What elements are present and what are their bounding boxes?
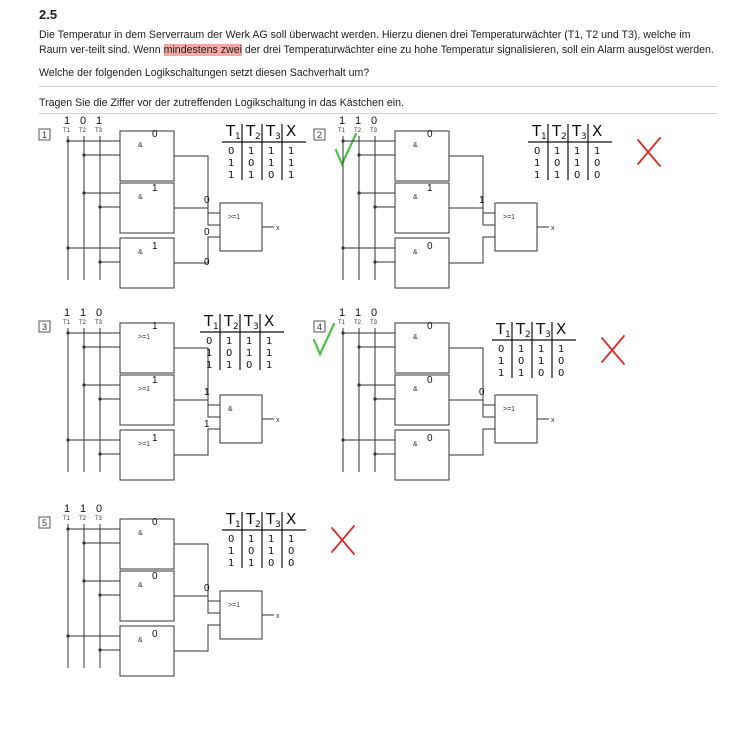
task-instruction: Tragen Sie die Ziffer vor der zutreffenden Logikschaltung in das Kästchen ein. — [39, 97, 404, 109]
logic-gate — [395, 430, 449, 480]
handwritten-input-value: 1 — [339, 307, 346, 319]
cross-mark-icon — [638, 138, 660, 166]
table-header-index: 1 — [235, 520, 241, 530]
handwritten-wire-value: 1 — [204, 387, 210, 398]
gate-label: & — [138, 249, 143, 256]
cross-mark-icon — [602, 336, 624, 364]
output-label: x — [551, 225, 555, 232]
logic-gate — [120, 323, 174, 373]
table-header-index: 3 — [275, 132, 281, 142]
table-header-index: 1 — [235, 132, 241, 142]
input-label-t3: T3 — [95, 516, 103, 522]
table-cell: 1 — [248, 170, 255, 181]
table-header: T — [266, 122, 276, 140]
table-header: T — [496, 320, 506, 338]
table-cell: 1 — [518, 368, 525, 379]
highlighted-phrase: mindestens zwei — [163, 44, 242, 56]
table-cell: 1 — [534, 170, 541, 181]
table-cell: 1 — [246, 336, 253, 347]
table-cell: 0 — [534, 146, 541, 157]
logic-gate — [395, 183, 449, 233]
table-cell: 1 — [574, 158, 581, 169]
input-label-t2: T2 — [79, 516, 87, 522]
table-header-index: 2 — [255, 132, 261, 142]
table-cell: 0 — [594, 158, 601, 169]
table-cell: 1 — [266, 336, 273, 347]
junction-dot — [357, 383, 360, 386]
table-cell: 0 — [246, 360, 253, 371]
truth-table-4 — [492, 318, 642, 388]
junction-dot — [341, 438, 344, 441]
circuit-number: 3 — [42, 322, 48, 332]
gate-label: & — [413, 441, 418, 448]
handwritten-wire-value: 0 — [204, 227, 210, 238]
table-header-index: 3 — [581, 132, 587, 142]
input-label-t1: T1 — [63, 516, 71, 522]
handwritten-input-value: 1 — [64, 115, 71, 127]
input-label-t2: T2 — [79, 128, 87, 134]
gate-label: & — [413, 249, 418, 256]
logic-gate — [120, 626, 174, 676]
junction-dot — [82, 153, 85, 156]
final-gate — [220, 395, 262, 443]
logic-gate — [120, 183, 174, 233]
junction-dot — [98, 452, 101, 455]
gate-output-wire — [174, 237, 220, 263]
table-cell: 1 — [228, 158, 235, 169]
table-header: T — [244, 312, 254, 330]
junction-dot — [357, 153, 360, 156]
handwritten-wire-value: 1 — [152, 241, 158, 252]
junction-dot — [98, 397, 101, 400]
handwritten-wire-value: 0 — [204, 257, 210, 268]
table-header-index: 3 — [545, 330, 551, 340]
table-header-index: 3 — [275, 520, 281, 530]
table-header: T — [536, 320, 546, 338]
gate-label: & — [413, 334, 418, 341]
final-gate-label: >=1 — [503, 406, 516, 413]
table-cell: 1 — [268, 158, 275, 169]
table-cell: 1 — [288, 146, 295, 157]
logic-gate — [120, 238, 174, 288]
table-cell: 0 — [538, 368, 545, 379]
gate-output-wire — [449, 208, 495, 225]
truth-table-5 — [222, 508, 372, 578]
junction-dot — [373, 260, 376, 263]
table-header: X — [264, 312, 275, 330]
handwritten-wire-value: 0 — [152, 129, 158, 140]
table-cell: 1 — [226, 360, 233, 371]
junction-dot — [66, 634, 69, 637]
logic-gate — [395, 323, 449, 373]
gate-output-wire — [449, 156, 495, 213]
handwritten-wire-value: 1 — [152, 375, 158, 386]
gate-output-wire — [174, 625, 220, 651]
junction-dot — [373, 452, 376, 455]
handwritten-wire-value: 1 — [152, 321, 158, 332]
task-question: Welche der folgenden Logikschaltungen setzt diesen Sachverhalt um? — [39, 67, 370, 79]
table-cell: 1 — [288, 534, 295, 545]
table-cell: 1 — [268, 546, 275, 557]
circuit-number: 2 — [317, 130, 323, 140]
handwritten-wire-value: 0 — [427, 129, 433, 140]
handwritten-wire-value: 0 — [427, 241, 433, 252]
junction-dot — [66, 246, 69, 249]
gate-label: & — [138, 582, 143, 589]
table-header-index: 2 — [561, 132, 567, 142]
table-cell: 1 — [538, 356, 545, 367]
handwritten-wire-value: 0 — [152, 629, 158, 640]
table-cell: 1 — [246, 348, 253, 359]
gate-label: & — [138, 142, 143, 149]
logic-gate — [120, 571, 174, 621]
table-header-index: 1 — [541, 132, 547, 142]
final-gate-label: & — [228, 406, 233, 413]
gate-output-wire — [449, 237, 495, 263]
handwritten-wire-value: 0 — [204, 583, 210, 594]
table-cell: 1 — [228, 546, 235, 557]
junction-dot — [341, 139, 344, 142]
gate-label: >=1 — [138, 334, 151, 341]
table-cell: 0 — [558, 356, 565, 367]
gate-label: & — [413, 142, 418, 149]
gate-output-wire — [449, 400, 495, 417]
table-header: X — [592, 122, 603, 140]
final-gate-label: >=1 — [503, 214, 516, 221]
logic-gate — [395, 131, 449, 181]
junction-dot — [341, 331, 344, 334]
output-label: x — [276, 225, 280, 232]
table-cell: 1 — [268, 146, 275, 157]
table-cell: 0 — [228, 146, 235, 157]
table-cell: 0 — [558, 368, 565, 379]
table-cell: 1 — [206, 348, 213, 359]
table-cell: 0 — [268, 558, 275, 569]
gate-label: & — [138, 194, 143, 201]
handwritten-input-value: 1 — [355, 307, 362, 319]
table-header: T — [516, 320, 526, 338]
gate-output-wire — [174, 156, 220, 213]
handwritten-input-value: 1 — [80, 307, 87, 319]
table-cell: 1 — [558, 344, 565, 355]
handwritten-wire-value: 1 — [152, 433, 158, 444]
truth-table-2 — [528, 120, 678, 190]
handwritten-input-value: 1 — [80, 503, 87, 515]
table-cell: 1 — [554, 170, 561, 181]
input-label-t1: T1 — [63, 128, 71, 134]
table-header-index: 1 — [213, 322, 219, 332]
junction-dot — [98, 648, 101, 651]
handwritten-wire-value: 1 — [427, 183, 433, 194]
input-label-t3: T3 — [95, 128, 103, 134]
table-cell: 0 — [228, 534, 235, 545]
junction-dot — [98, 260, 101, 263]
table-header: T — [226, 122, 236, 140]
output-label: x — [551, 417, 555, 424]
table-cell: 0 — [248, 158, 255, 169]
junction-dot — [98, 205, 101, 208]
table-cell: 1 — [248, 146, 255, 157]
table-header: T — [246, 122, 256, 140]
table-cell: 0 — [594, 170, 601, 181]
handwritten-wire-value: 1 — [152, 183, 158, 194]
handwritten-input-value: 0 — [371, 115, 378, 127]
table-cell: 1 — [594, 146, 601, 157]
table-cell: 1 — [248, 558, 255, 569]
table-cell: 0 — [498, 344, 505, 355]
junction-dot — [357, 191, 360, 194]
gate-label: & — [138, 530, 143, 537]
table-cell: 1 — [554, 146, 561, 157]
junction-dot — [82, 541, 85, 544]
junction-dot — [82, 579, 85, 582]
table-header: T — [572, 122, 582, 140]
table-cell: 0 — [518, 356, 525, 367]
junction-dot — [82, 383, 85, 386]
gate-label: >=1 — [138, 441, 151, 448]
handwritten-input-value: 0 — [80, 115, 87, 127]
table-header-index: 3 — [253, 322, 259, 332]
table-header: X — [556, 320, 567, 338]
table-header: T — [226, 510, 236, 528]
table-cell: 0 — [248, 546, 255, 557]
gate-label: & — [413, 386, 418, 393]
table-cell: 0 — [206, 336, 213, 347]
table-cell: 1 — [268, 534, 275, 545]
circuit-number: 1 — [42, 130, 48, 140]
table-cell: 0 — [574, 170, 581, 181]
final-gate — [220, 591, 262, 639]
gate-label: >=1 — [138, 386, 151, 393]
junction-dot — [66, 438, 69, 441]
table-header: T — [204, 312, 214, 330]
table-cell: 0 — [288, 558, 295, 569]
input-label-t2: T2 — [79, 320, 87, 326]
handwritten-input-value: 0 — [371, 307, 378, 319]
junction-dot — [82, 191, 85, 194]
output-label: x — [276, 613, 280, 620]
junction-dot — [66, 527, 69, 530]
gate-output-wire — [174, 429, 220, 455]
junction-dot — [66, 139, 69, 142]
handwritten-wire-value: 1 — [204, 419, 210, 430]
table-cell: 1 — [248, 534, 255, 545]
junction-dot — [66, 331, 69, 334]
handwritten-input-value: 1 — [355, 115, 362, 127]
task-number: 2.5 — [39, 7, 58, 22]
logic-gate — [120, 430, 174, 480]
table-header-index: 2 — [255, 520, 261, 530]
table-header-index: 2 — [233, 322, 239, 332]
final-gate — [495, 395, 537, 443]
junction-dot — [82, 345, 85, 348]
intro-text-end: der drei Temperaturwächter eine zu hohe Temperatur signalisieren, soll ein Alarm ausgelöst werden. — [241, 44, 714, 56]
table-cell: 1 — [498, 368, 505, 379]
table-cell: 1 — [288, 158, 295, 169]
table-header-index: 1 — [505, 330, 511, 340]
input-label-t3: T3 — [370, 128, 378, 134]
final-gate-label: >=1 — [228, 602, 241, 609]
table-cell: 1 — [288, 170, 295, 181]
input-label-t3: T3 — [370, 320, 378, 326]
handwritten-wire-value: 0 — [479, 387, 485, 398]
table-cell: 1 — [266, 348, 273, 359]
logic-circuit-2 — [313, 115, 563, 300]
table-cell: 1 — [574, 146, 581, 157]
table-cell: 1 — [266, 360, 273, 371]
table-header: T — [246, 510, 256, 528]
output-label: x — [276, 417, 280, 424]
table-cell: 1 — [228, 170, 235, 181]
divider-line — [39, 113, 717, 114]
gate-output-wire — [449, 348, 495, 405]
table-header: X — [286, 510, 297, 528]
junction-dot — [373, 397, 376, 400]
task-intro — [39, 28, 719, 58]
handwritten-wire-value: 0 — [427, 321, 433, 332]
handwritten-wire-value: 0 — [427, 375, 433, 386]
handwritten-input-value: 0 — [96, 503, 103, 515]
gate-label: & — [138, 637, 143, 644]
junction-dot — [373, 205, 376, 208]
logic-gate — [395, 375, 449, 425]
gate-output-wire — [449, 429, 495, 455]
table-header: T — [266, 510, 276, 528]
handwritten-input-value: 1 — [339, 115, 346, 127]
table-header: X — [286, 122, 297, 140]
table-header: T — [532, 122, 542, 140]
handwritten-wire-value: 1 — [479, 195, 485, 206]
logic-gate — [120, 131, 174, 181]
table-header-index: 2 — [525, 330, 531, 340]
circuit-number: 4 — [317, 322, 323, 332]
table-header: T — [552, 122, 562, 140]
junction-dot — [341, 246, 344, 249]
table-cell: 0 — [268, 170, 275, 181]
intro-text-start: Die Temperatur in dem Serverraum der Werk AG soll überwacht werden. Hierzu dienen drei Temperaturwächter (T1, T2 und T3), welche im Raum ver-teilt sind. Wenn — [39, 29, 691, 56]
gate-output-wire — [174, 544, 220, 601]
handwritten-input-value: 1 — [64, 307, 71, 319]
table-cell: 1 — [538, 344, 545, 355]
input-label-t1: T1 — [338, 128, 346, 134]
final-gate — [495, 203, 537, 251]
circuit-number: 5 — [42, 518, 48, 528]
gate-output-wire — [174, 596, 220, 613]
input-label-t3: T3 — [95, 320, 103, 326]
final-gate-label: >=1 — [228, 214, 241, 221]
input-label-t1: T1 — [63, 320, 71, 326]
table-cell: 1 — [518, 344, 525, 355]
gate-output-wire — [174, 208, 220, 225]
logic-gate — [395, 238, 449, 288]
input-label-t1: T1 — [338, 320, 346, 326]
table-cell: 1 — [206, 360, 213, 371]
junction-dot — [357, 345, 360, 348]
input-label-t2: T2 — [354, 128, 362, 134]
handwritten-input-value: 0 — [96, 307, 103, 319]
table-cell: 1 — [498, 356, 505, 367]
table-cell: 0 — [226, 348, 233, 359]
logic-gate — [120, 519, 174, 569]
divider-line — [39, 86, 717, 87]
table-header: T — [224, 312, 234, 330]
table-cell: 1 — [228, 558, 235, 569]
handwritten-wire-value: 0 — [152, 517, 158, 528]
handwritten-wire-value: 0 — [427, 433, 433, 444]
handwritten-wire-value: 0 — [204, 195, 210, 206]
cross-mark-icon — [332, 526, 354, 554]
input-label-t2: T2 — [354, 320, 362, 326]
junction-dot — [98, 593, 101, 596]
table-cell: 1 — [534, 158, 541, 169]
table-cell: 0 — [288, 546, 295, 557]
final-gate — [220, 203, 262, 251]
gate-label: & — [413, 194, 418, 201]
gate-output-wire — [174, 400, 220, 417]
table-cell: 0 — [554, 158, 561, 169]
handwritten-wire-value: 0 — [152, 571, 158, 582]
logic-gate — [120, 375, 174, 425]
table-cell: 1 — [226, 336, 233, 347]
handwritten-input-value: 1 — [96, 115, 103, 127]
handwritten-input-value: 1 — [64, 503, 71, 515]
